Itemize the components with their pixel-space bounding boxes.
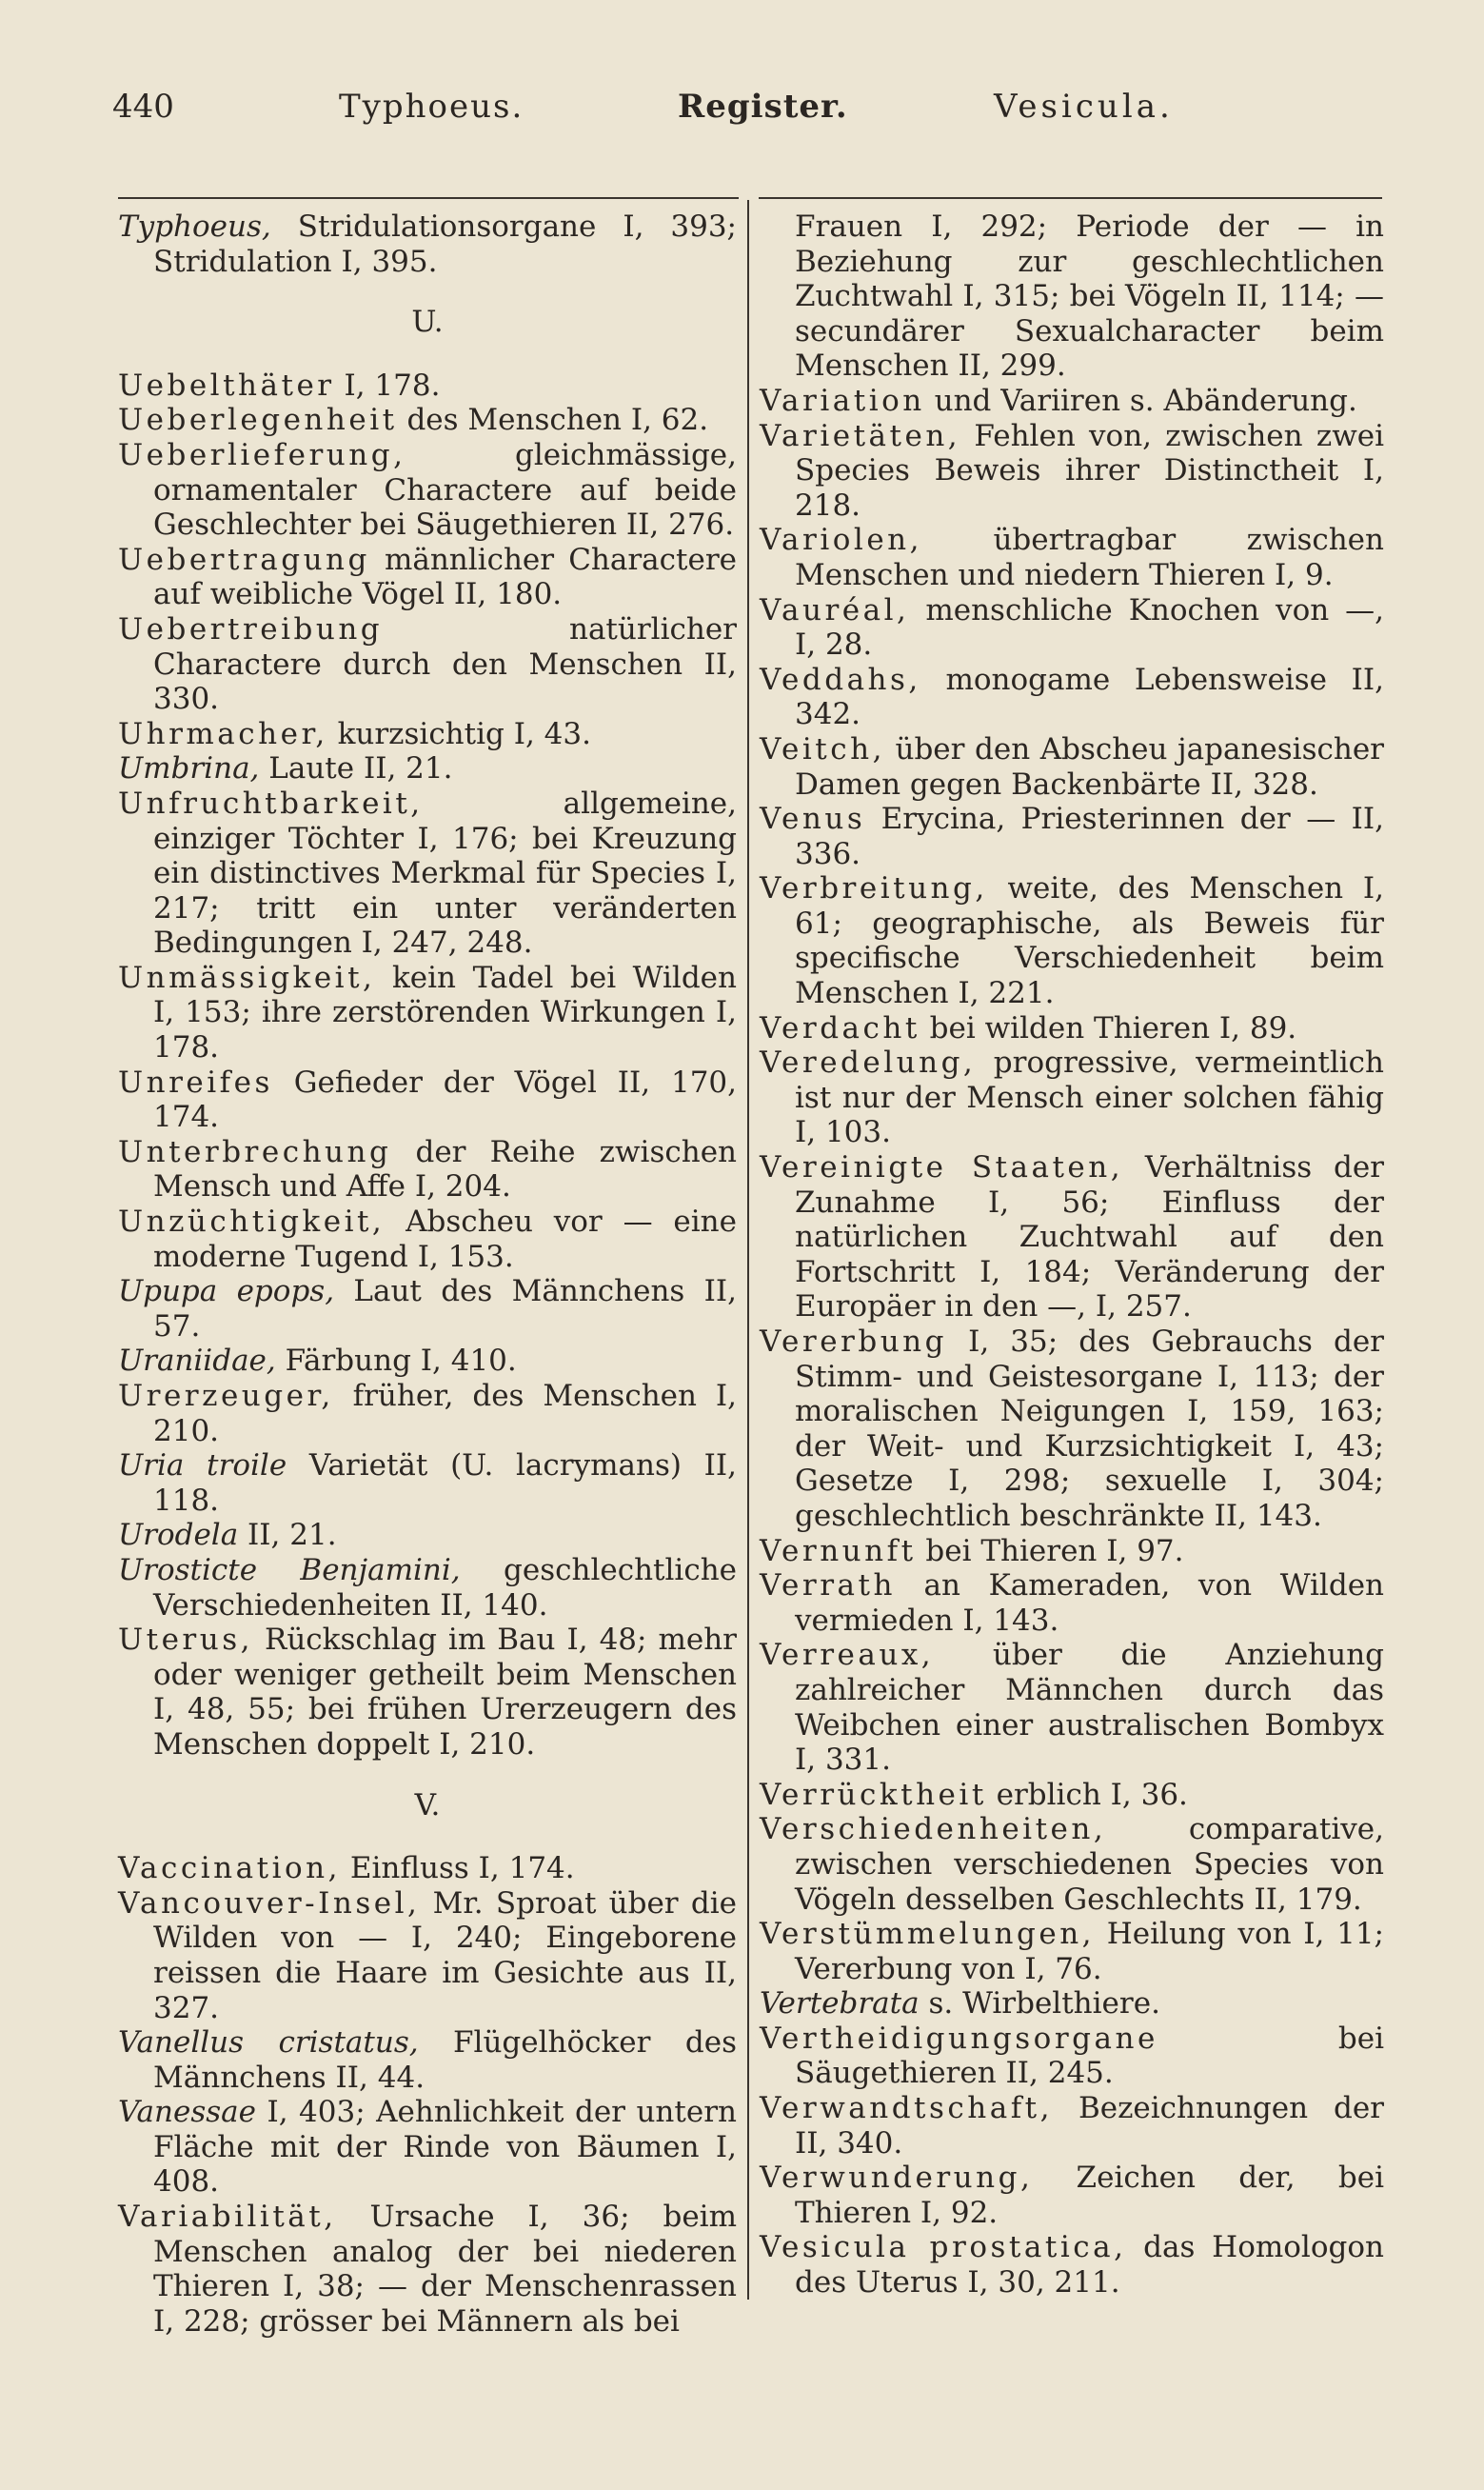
index-entry: [760, 732, 1384, 802]
index-entry: [118, 543, 737, 612]
entry-headword: Vancouver-Insel,: [118, 1885, 421, 1921]
left-column: [118, 209, 737, 2339]
entry-headword: Unfruchtbarkeit,: [118, 786, 424, 821]
entry-text: Gefieder der Vögel II, 170, 174.: [153, 1065, 737, 1135]
entry-text: kein Tadel bei Wilden I, 153; ihre zerstörenden Wirkungen I, 178.: [153, 960, 737, 1066]
entry-headword: Vesicula prostatica,: [760, 2230, 1127, 2265]
index-entry: [118, 1274, 737, 1344]
index-entry: [760, 1638, 1384, 1777]
index-entry: [118, 1135, 737, 1205]
entry-headword: Urodela: [118, 1518, 239, 1553]
entry-headword: Verwunderung,: [760, 2161, 1034, 2196]
entry-headword: Ueberlieferung,: [118, 437, 406, 472]
index-entry: [760, 1046, 1384, 1150]
entry-headword: Uraniidae,: [118, 1344, 276, 1379]
entry-text: Laut des Männchens II, 57.: [153, 1274, 738, 1344]
entry-headword: Venus: [760, 802, 866, 837]
entry-headword: Upupa epops,: [118, 1274, 335, 1309]
index-entry: [118, 1205, 737, 1274]
entry-headword: Verschiedenheiten,: [760, 1812, 1107, 1847]
entry-headword: Umbrina,: [118, 751, 260, 787]
entry-headword: Vaccination,: [118, 1851, 341, 1886]
entry-headword: Verdacht: [760, 1010, 920, 1046]
section-letter: V.: [414, 1787, 441, 1823]
entry-text: kurzsichtig I, 43.: [327, 716, 591, 751]
entry-text: Laute II, 21.: [259, 751, 453, 787]
index-entry: [118, 2095, 737, 2200]
entry-text: Stridulationsorgane I, 393; Stridulation I, 395.: [153, 209, 737, 279]
index-entry: [760, 2091, 1384, 2161]
entry-text: Rückschlag im Bau I, 48; mehr oder weniger getheilt beim Menschen I, 48, 55; bei frühen Urerzeugern des Menschen doppelt I, 210.: [153, 1623, 737, 1762]
entry-text: über den Abscheu japanesischer Damen gegen Backenbärte II, 328.: [795, 731, 1384, 802]
entry-text: über die Anziehung zahlreicher Männchen durch das Weibchen einer australischen Bombyx I, 331.: [795, 1638, 1384, 1778]
index-entry: [760, 523, 1384, 592]
entry-text: s. Wirbelthiere.: [919, 1986, 1160, 2022]
header-left-keyword: Typhoeus.: [339, 88, 524, 126]
entry-headword: Uterus,: [118, 1623, 253, 1658]
column-rule-right: [759, 197, 1382, 199]
entry-headword: Uebertreibung: [118, 611, 384, 647]
index-entry: [760, 1150, 1384, 1325]
index-entry: [760, 384, 1384, 419]
index-entry: [118, 751, 737, 787]
index-entry-continuation: [760, 209, 1384, 384]
column-rule-left: [118, 197, 739, 199]
entry-text: Mr. Sproat über die Wilden von — I, 240; Eingeborene reissen die Haare im Gesichte aus II, 327.: [153, 1885, 737, 2025]
entry-text: an Kameraden, von Wilden vermieden I, 143.: [795, 1568, 1384, 1638]
entry-headword: Variation: [760, 383, 925, 418]
entry-text: Ursache I, 36; beim Menschen analog der bei niederen Thieren I, 38; — der Menschenrassen I, 228; grösser bei Männern als bei: [153, 2200, 737, 2339]
entry-headword: Unreifes: [118, 1065, 273, 1100]
entry-headword: Uebelthäter: [118, 368, 335, 403]
entry-headword: Verreaux,: [760, 1638, 935, 1673]
entry-headword: Uebertragung: [118, 542, 370, 577]
index-entry: [118, 1344, 737, 1379]
index-entry: [118, 1518, 737, 1553]
entry-headword: Vanellus cristatus,: [118, 2025, 419, 2061]
index-entry: [118, 961, 737, 1066]
index-entry: [760, 1011, 1384, 1046]
entry-text: monogame Lebensweise II, 342.: [795, 662, 1384, 732]
index-entry: [760, 1568, 1384, 1638]
entry-headword: Vauréal,: [760, 592, 910, 627]
entry-text: bei wilden Thieren I, 89.: [920, 1010, 1297, 1046]
entry-headword: Vererbung: [760, 1325, 947, 1359]
index-entry: [760, 1325, 1384, 1534]
entry-headword: Variabilität,: [118, 2200, 337, 2235]
index-entry: [118, 438, 737, 543]
entry-text: das Homologon des Uterus I, 30, 211.: [795, 2230, 1384, 2301]
entry-text: menschliche Knochen von —, I, 28.: [795, 592, 1384, 663]
index-entry: [760, 1534, 1384, 1569]
entry-headword: Veitch,: [760, 731, 885, 767]
entry-headword: Verrath: [760, 1568, 896, 1604]
entry-text: bei Säugethieren II, 245.: [795, 2021, 1384, 2091]
index-entry: [118, 717, 737, 752]
entry-headword: Vereinigte Staaten,: [760, 1150, 1124, 1185]
entry-headword: Urerzeuger,: [118, 1379, 334, 1413]
entry-text: Zeichen der, bei Thieren I, 92.: [795, 2161, 1384, 2230]
entry-text: und Variiren s. Abänderung.: [924, 383, 1357, 418]
index-entry: [760, 2230, 1384, 2300]
index-entry: [118, 1553, 737, 1623]
entry-text: I, 178.: [334, 368, 441, 403]
index-entry: [760, 2161, 1384, 2230]
entry-text: Flügelhöcker des Männchens II, 44.: [153, 2025, 737, 2095]
index-entry: [118, 1379, 737, 1448]
entry-text: Frauen I, 292; Periode der — in Beziehung zur geschlechtlichen Zuchtwahl I, 315; bei Vögeln II, 114; — secundärer Sexualcharacter beim Menschen II, 299.: [795, 209, 1384, 384]
entry-text: übertragbar zwischen Menschen und niedern Thieren I, 9.: [795, 523, 1384, 592]
entry-text: Abscheu vor — eine moderne Tugend I, 153.: [153, 1205, 737, 1274]
entry-text: früher, des Menschen I, 210.: [153, 1379, 737, 1448]
entry-text: gleichmässige, ornamentaler Charactere auf beide Geschlechter bei Säugethieren II, 276.: [153, 437, 737, 543]
index-entry: [118, 403, 737, 438]
entry-text: bei Thieren I, 97.: [916, 1533, 1184, 1568]
entry-text: allgemeine, einziger Töchter I, 176; bei Kreuzung ein distinctives Merkmal für Species I, 217; tritt ein unter veränderten Bedingungen I, 247, 248.: [153, 786, 737, 961]
entry-text: weite, des Menschen I, 61; geographische, als Beweis für specifische Verschiedenheit beim Menschen I, 221.: [795, 871, 1384, 1011]
entry-text: Fehlen von, zwischen zwei Species Beweis ihrer Distinctheit I, 218.: [795, 418, 1384, 523]
entry-headword: Veredelung,: [760, 1046, 977, 1081]
index-entry: [118, 612, 737, 717]
entry-headword: Uhrmacher,: [118, 716, 328, 751]
entry-text: natürlicher Charactere durch den Menschen II, 330.: [153, 611, 737, 717]
entry-text: Färbung I, 410.: [275, 1344, 517, 1379]
index-entry: [118, 1851, 737, 1886]
entry-headword: Verbreitung,: [760, 871, 988, 906]
entry-headword: Vernunft: [760, 1533, 917, 1568]
entry-text: erblich I, 36.: [986, 1777, 1188, 1812]
entry-text: comparative, zwischen verschiedenen Species von Vögeln desselben Geschlechts II, 179.: [795, 1812, 1384, 1917]
index-entry: [118, 787, 737, 961]
index-entry: [118, 1066, 737, 1135]
entry-headword: Unzüchtigkeit,: [118, 1205, 386, 1240]
entry-text: I, 35; des Gebrauchs der Stimm- und Geistesorgane I, 113; der moralischen Neigungen I, 159, 163; der Weit- und Kurzsichtigkeit I, 43; Gesetze I, 298; sexuelle I, 304; geschlechtlich beschränkte II, 143.: [795, 1325, 1384, 1533]
entry-text: Bezeichnungen der II, 340.: [795, 2091, 1384, 2161]
entry-text: geschlechtliche Verschiedenheiten II, 140.: [153, 1552, 737, 1623]
entry-headword: Unmässigkeit,: [118, 960, 376, 995]
index-entry: [118, 2025, 737, 2095]
entry-text: Heilung von I, 11; Vererbung von I, 76.: [795, 1917, 1384, 1986]
entry-text: männlicher Charactere auf weibliche Vögel II, 180.: [153, 542, 737, 612]
entry-text: Erycina, Priesterinnen der — II, 336.: [795, 802, 1384, 871]
entry-headword: Variolen,: [760, 523, 922, 558]
index-entry: [118, 1448, 737, 1518]
index-entry: [760, 1778, 1384, 1813]
entry-headword: Uria troile: [118, 1448, 287, 1484]
entry-text: I, 403; Aehnlichkeit der untern Fläche mit der Rinde von Bäumen I, 408.: [153, 2095, 737, 2200]
entry-text: progressive, vermeintlich ist nur der Mensch einer solchen fähig I, 103.: [795, 1046, 1384, 1150]
entry-text: der Reihe zwischen Mensch und Affe I, 204.: [153, 1134, 737, 1205]
column-divider: [747, 200, 749, 2300]
entry-text: II, 21.: [238, 1518, 337, 1553]
index-entry: [760, 1917, 1384, 1986]
index-entry: [760, 2022, 1384, 2091]
entry-headword: Varietäten,: [760, 418, 961, 453]
index-entry: [760, 802, 1384, 871]
section-letter: U.: [411, 305, 444, 340]
index-entry: [118, 209, 737, 279]
page-number: 440: [112, 88, 174, 126]
entry-headword: Verstümmelungen,: [760, 1917, 1096, 1952]
entry-headword: Vertebrata: [760, 1986, 920, 2022]
entry-headword: Veddahs,: [760, 662, 921, 697]
entry-headword: Typhoeus,: [118, 209, 271, 244]
entry-text: Einfluss I, 174.: [340, 1851, 575, 1886]
index-entry: [118, 369, 737, 404]
index-entry: [118, 2200, 737, 2339]
entry-text: des Menschen I, 62.: [397, 403, 709, 438]
entry-headword: Ueberlegenheit: [118, 403, 398, 438]
index-entry: [118, 1886, 737, 2025]
index-entry: [760, 1812, 1384, 1917]
index-entry: [760, 871, 1384, 1010]
entry-text: Varietät (U. lacrymans) II, 118.: [153, 1448, 737, 1518]
right-column: [760, 209, 1384, 2301]
page-header: [112, 88, 1178, 145]
index-entry: [760, 419, 1384, 524]
index-entry: [760, 593, 1384, 663]
entry-headword: Verwandtschaft,: [760, 2091, 1053, 2126]
entry-headword: Urosticte Benjamini,: [118, 1552, 461, 1587]
entry-headword: Vertheidigungsorgane: [760, 2021, 1158, 2056]
index-entry: [760, 1986, 1384, 2022]
entry-headword: Verrücktheit: [760, 1777, 987, 1812]
entry-headword: Vanessae: [118, 2095, 256, 2130]
index-entry: [118, 1623, 737, 1762]
index-entry: [760, 663, 1384, 732]
entry-headword: Unterbrechung: [118, 1134, 392, 1169]
header-title: Register.: [678, 88, 848, 126]
header-right-keyword: Vesicula.: [994, 88, 1174, 126]
entry-text: Verhältniss der Zunahme I, 56; Einfluss der natürlichen Zuchtwahl auf den Fortschritt I, 184; Veränderung der Europäer in den —, I, 257.: [795, 1150, 1384, 1325]
